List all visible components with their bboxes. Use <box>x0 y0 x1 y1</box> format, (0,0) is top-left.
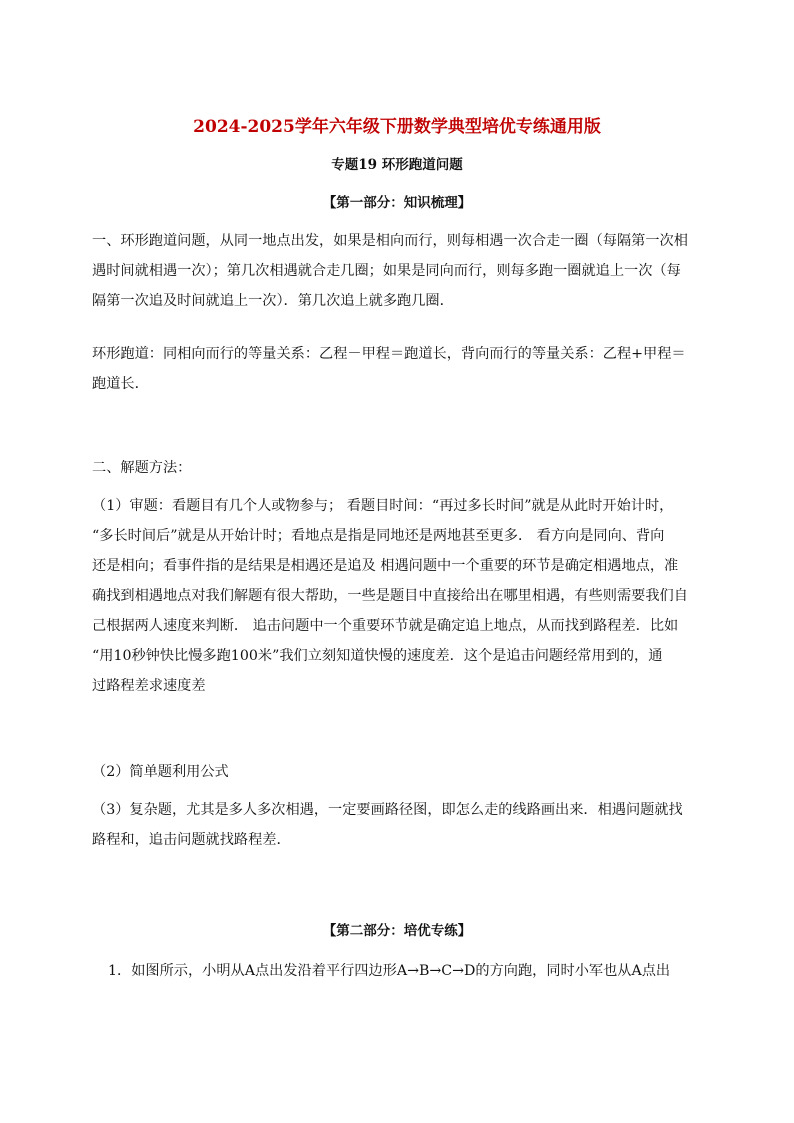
text-line: 跑道长． <box>92 376 149 392</box>
question-1: 1．如图所示，小明从A点出发沿着平行四边形A→B→C→D的方向跑，同时小军也从A点出 <box>108 963 671 979</box>
text-line: 己根据两人速度来判断． 追击问题中一个重要环节就是确定追上地点，从而找到路程差．比如 <box>92 618 679 634</box>
paragraph-step-3 <box>92 795 710 855</box>
paragraph-step-2 <box>92 757 710 787</box>
paragraph-step-1 <box>92 491 710 701</box>
text-line: （3）复杂题，尤其是多人多次相遇，一定要画路径图，即怎么走的线路画出来．相遇问题就找 <box>92 802 683 818</box>
text-line: 隔第一次追及时间就追上一次）．第几次追上就多跑几圈． <box>92 293 454 309</box>
text-line: 还是相向；看事件指的是结果是相遇还是追及 相遇问题中一个重要的环节是确定相遇地点，准 <box>92 558 679 574</box>
text-line: 遇时间就相遇一次）；第几次相遇就合走几圈；如果是同向而行，则每多跑一圈就追上一次（每 <box>92 263 681 279</box>
text-line: “用10秒钟快比慢多跑100米”我们立刻知道快慢的速度差．这个是追击问题经常用到的，通 <box>92 648 663 664</box>
text-line: 过路程差求速度差 <box>92 678 206 694</box>
text-line: （2）简单题利用公式 <box>92 764 229 780</box>
text-line: “多长时间后”就是从开始计时；看地点是指是同地还是两地甚至更多． 看方向是同向、背向 <box>92 528 665 544</box>
paragraph-equal-relations <box>92 339 710 399</box>
text-line: 环形跑道：同相向而行的等量关系：乙程－甲程＝跑道长，背向而行的等量关系：乙程+甲程＝ <box>92 346 686 362</box>
paragraph-running-track-rules <box>92 226 710 316</box>
paragraph-methods-heading <box>92 453 710 483</box>
part2-heading: 【第二部分：培优专练】 <box>322 923 472 939</box>
part1-heading: 【第一部分：知识梳理】 <box>322 195 472 211</box>
text-line: 路程和，追击问题就找路程差． <box>92 832 291 848</box>
text-line: （1）审题：看题目有几个人或物参与； 看题目时间：“再过多长时间”就是从此时开始计时， <box>92 498 674 514</box>
document-title: 2024-2025学年六年级下册数学典型培优专练通用版 <box>193 117 601 137</box>
text-line: 确找到相遇地点对我们解题有很大帮助，一些是题目中直接给出在哪里相遇，有些则需要我们自 <box>92 588 688 604</box>
text-line: 二、解题方法： <box>92 460 192 476</box>
topic-subtitle: 专题19 环形跑道问题 <box>331 157 463 173</box>
text-line: 一、环形跑道问题，从同一地点出发，如果是相向而行，则每相遇一次合走一圈（每隔第一次相 <box>92 233 688 249</box>
